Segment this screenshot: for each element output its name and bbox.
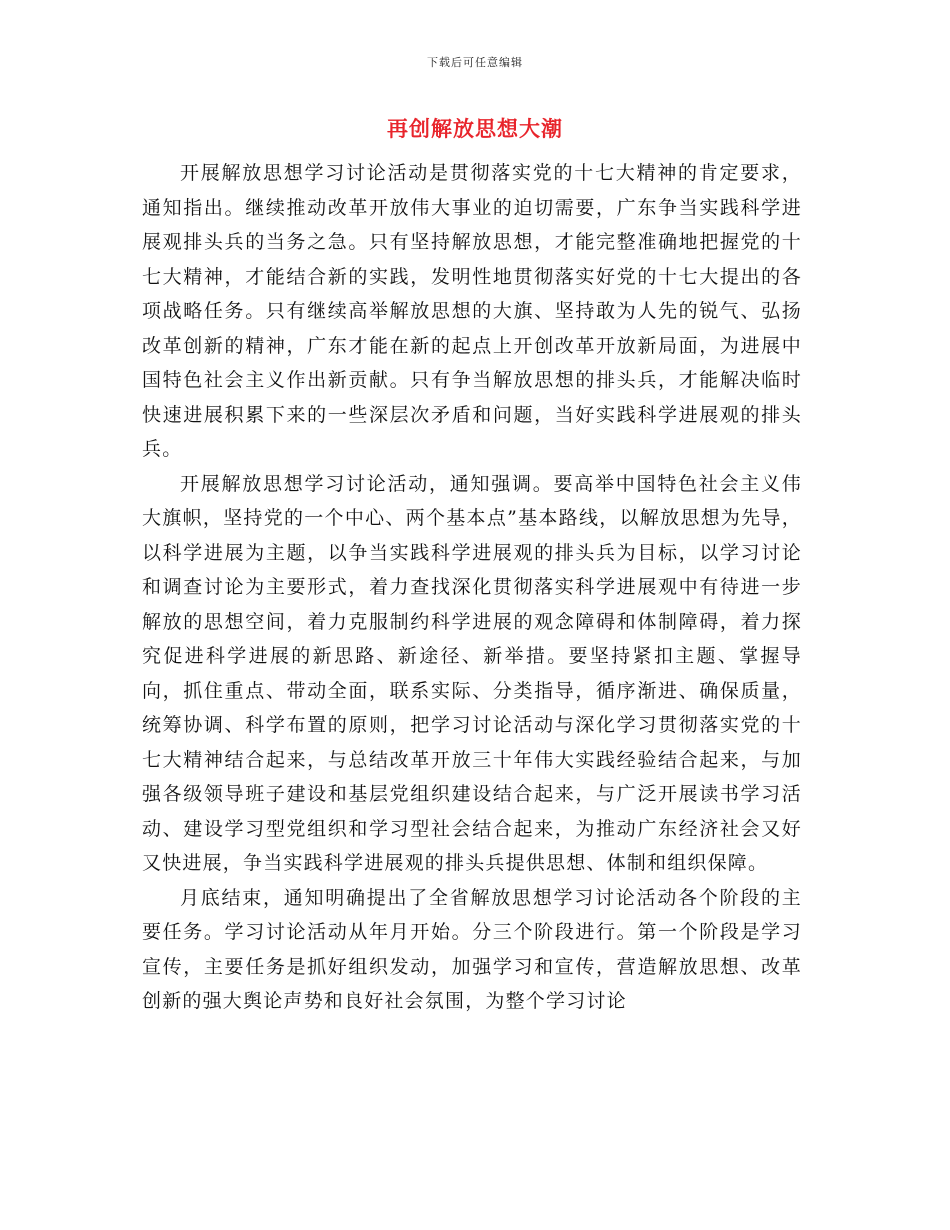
- document-title: 再创解放思想大潮: [387, 116, 563, 141]
- paragraph-2: 开展解放思想学习讨论活动，通知强调。要高举中国特色社会主义伟大旗帜，坚持党的一个中心、两个基本点”基本路线，以解放思想为先导，以科学进展为主题，以争当实践科学进展观的排头兵为目标，以学习讨论和调查讨论为主要形式，着力查找深化贯彻落实科学进展观中有待进一步解放的思想空间，着力克服制约科学进展的观念障碍和体制障碍，着力探究促进科学进展的新思路、新途径、新举措。要坚持紧扣主题、掌握导向，抓住重点、带动全面，联系实际、分类指导，循序渐进、确保质量，统筹协调、科学布置的原则，把学习讨论活动与深化学习贯彻落实党的十七大精神结合起来，与总结改革开放三十年伟大实践经验结合起来，与加强各级领导班子建设和基层党组织建设结合起来，与广泛开展读书学习活动、建设学习型党组织和学习型社会结合起来，为推动广东经济社会又好又快进展，争当实践科学进展观的排头兵提供思想、体制和组织保障。: [142, 472, 802, 874]
- header-note: 下载后可任意编辑: [427, 56, 523, 69]
- paragraph-3: 月底结束，通知明确提出了全省解放思想学习讨论活动各个阶段的主要任务。学习讨论活动从年月开始。分三个阶段进行。第一个阶段是学习宣传，主要任务是抓好组织发动，加强学习和宣传，营造解放思想、改革创新的强大舆论声势和良好社会氛围，为整个学习讨论: [142, 886, 802, 1012]
- document-body: [142, 156, 802, 1019]
- paragraph-1: 开展解放思想学习讨论活动是贯彻落实党的十七大精神的肯定要求，通知指出。继续推动改革开放伟大事业的迫切需要，广东争当实践科学进展观排头兵的当务之急。只有坚持解放思想，才能完整准确地把握党的十七大精神，才能结合新的实践，发明性地贯彻落实好党的十七大提出的各项战略任务。只有继续高举解放思想的大旗、坚持敢为人先的锐气、弘扬改革创新的精神，广东才能在新的起点上开创改革开放新局面，为进展中国特色社会主义作出新贡献。只有争当解放思想的排头兵，才能解决临时快速进展积累下来的一些深层次矛盾和问题，当好实践科学进展观的排头兵。: [142, 162, 802, 460]
